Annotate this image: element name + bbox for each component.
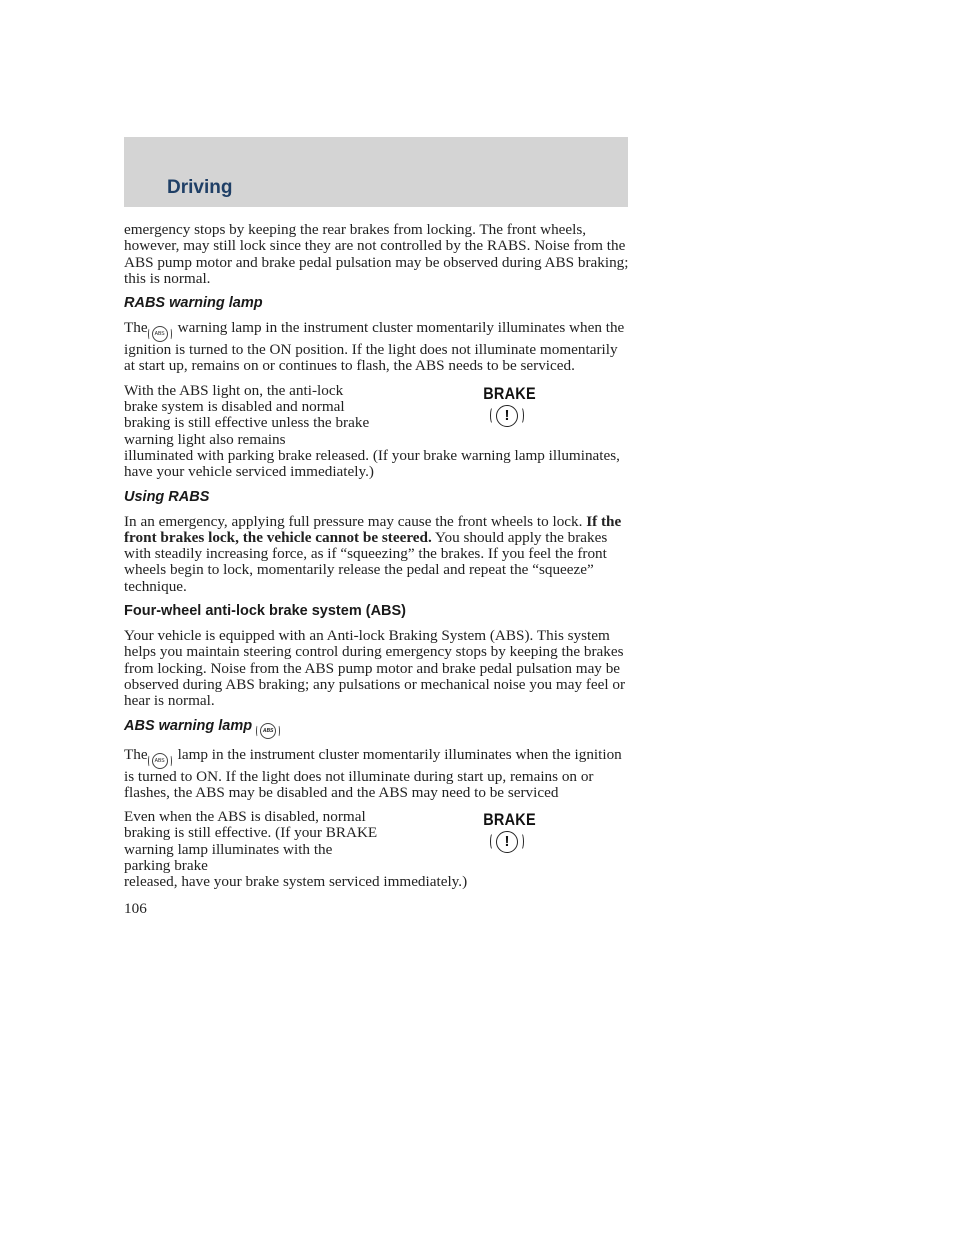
brake-label: BRAKE [483, 383, 536, 403]
using-rabs-paragraph [124, 514, 630, 595]
rabs-p1-pre: The [124, 319, 148, 337]
using-rabs-bold: If the front brakes lock, the vehicle cannot be steered. [124, 512, 622, 546]
abs-inline-icon: ABS [152, 753, 168, 769]
four-wheel-abs-paragraph: Your vehicle is equipped with an Anti-lock Braking System (ABS). This system helps you maintain steering control during emergency stops by keeping the brakes from locking. Noise from the ABS pump motor and brake pedal pulsation may be observed during ABS braking; any pulsations or mechanical noise you may feel or hear is normal. [124, 627, 626, 710]
section-title: Driving [167, 177, 233, 198]
using-rabs-post: You should apply the brakes with steadily increasing force, as if “squeezing” the brakes. If you feel the front wheels begin to lock, momentarily release the pedal and repeat the “squeeze” technique. [124, 528, 608, 595]
four-wheel-abs-heading: Four-wheel anti-lock brake system (ABS) [124, 603, 407, 620]
brake-label-2: BRAKE [483, 810, 536, 830]
intro-paragraph: emergency stops by keeping the rear brakes from locking. The front wheels, however, may still lock since they are not controlled by the RABS. Noise from the ABS pump motor and brake pedal pulsation may be observed during ABS braking; this is normal. [124, 221, 629, 287]
brake-warning-figure [479, 385, 535, 427]
abs-brake-text-narrow: Even when the ABS is disabled, normal braking is still effective. (If your BRAKE warning lamp illuminates with the parking brake [124, 808, 378, 875]
using-rabs-heading: Using RABS [124, 488, 210, 505]
brake-warning-icon-2: ! [496, 831, 518, 853]
abs-heading-icon: ABS [260, 723, 276, 739]
section-header [124, 137, 628, 207]
abs-p1-post: lamp in the instrument cluster momentarily illuminates when the ignition is turned to ON. If the light does not illuminate during start up, remains on or flashes, the ABS may be disabled and the ABS may need to be serviced [124, 745, 622, 801]
abs-warning-heading [124, 718, 630, 739]
rabs-brake-block [124, 383, 630, 481]
page-content [124, 222, 630, 917]
abs-warning-icon: ABS [152, 326, 168, 342]
using-rabs-pre: In an emergency, applying full pressure may cause the front wheels to lock. [124, 512, 583, 530]
rabs-p1-post: warning lamp in the instrument cluster momentarily illuminates when the ignition is turned to the ON position. If the light does not illuminate momentarily at start up, remains on or continues to flash, the ABS needs to be serviced. [124, 319, 625, 375]
rabs-brake-text-full: illuminated with parking brake released. (If your brake warning lamp illuminates, have your vehicle serviced immediately.) [124, 446, 620, 481]
abs-warning-paragraph [124, 747, 630, 802]
abs-brake-text-full: released, have your brake system serviced immediately.) [124, 873, 468, 891]
rabs-brake-text-narrow: With the ABS light on, the anti-lock brake system is disabled and normal braking is still effective unless the brake warning light also remains [124, 381, 370, 448]
page-number: 106 [124, 899, 147, 917]
abs-brake-block [124, 809, 630, 890]
abs-p1-pre: The [124, 745, 148, 763]
rabs-warning-paragraph [124, 320, 630, 375]
brake-warning-icon: ! [496, 405, 518, 427]
rabs-warning-heading: RABS warning lamp [124, 295, 263, 312]
brake-warning-figure-2 [479, 811, 535, 853]
abs-warning-heading-text: ABS warning lamp [124, 717, 253, 734]
